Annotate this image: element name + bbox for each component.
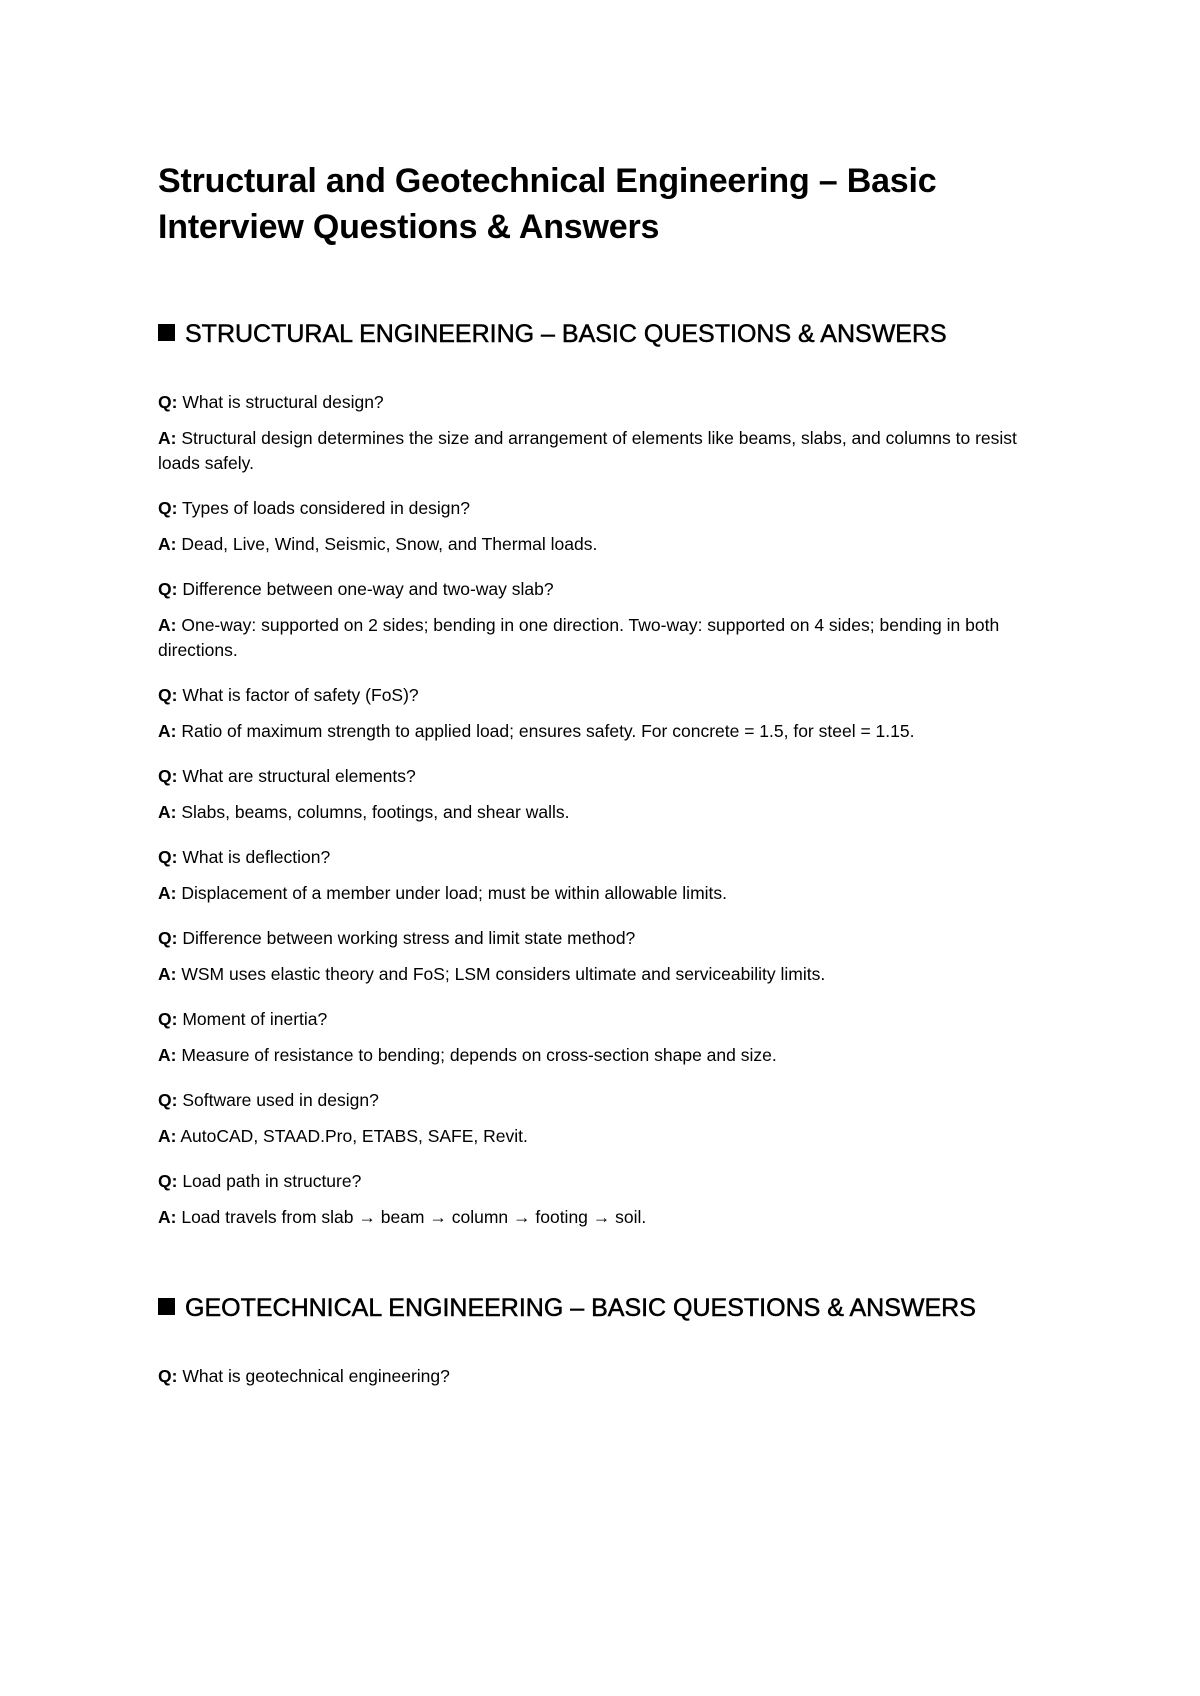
question-prefix: Q: [158,579,178,599]
question-line [158,683,1040,708]
answer-prefix: A: [158,615,177,635]
answer-prefix: A: [158,1045,177,1065]
answer-prefix: A: [158,1207,177,1227]
section-gap [158,1250,1040,1290]
question-line [158,390,1040,415]
question-line [158,496,1040,521]
answer-text: WSM uses elastic theory and FoS; LSM considers ultimate and serviceability limits. [181,964,826,984]
qa-item [158,496,1040,557]
question-line [158,577,1040,602]
question-text: Types of loads considered in design? [182,498,470,518]
answer-prefix: A: [158,1126,177,1146]
question-text: What are structural elements? [182,766,416,786]
qa-item [158,764,1040,825]
question-prefix: Q: [158,1090,178,1110]
answer-text: One-way: supported on 2 sides; bending in one direction. Two-way: supported on 4 sides; bending in both directions. [158,615,1000,660]
answer-line [158,1043,1040,1068]
qa-list [158,1364,1040,1389]
qa-item [158,683,1040,744]
answer-prefix: A: [158,964,177,984]
question-prefix: Q: [158,847,178,867]
answer-prefix: A: [158,534,177,554]
answer-prefix: A: [158,428,177,448]
answer-line [158,719,1040,744]
question-line [158,926,1040,951]
qa-item [158,926,1040,987]
answer-text: Dead, Live, Wind, Seismic, Snow, and Thermal loads. [181,534,598,554]
question-prefix: Q: [158,928,178,948]
answer-line [158,613,1040,663]
qa-item [158,1088,1040,1149]
question-prefix: Q: [158,498,178,518]
answer-line [158,426,1040,476]
answer-text: AutoCAD, STAAD.Pro, ETABS, SAFE, Revit. [180,1126,528,1146]
question-line [158,1364,1040,1389]
answer-text: Measure of resistance to bending; depends on cross-section shape and size. [181,1045,777,1065]
answer-line [158,1205,1040,1230]
black-square-icon [158,324,175,341]
question-text: Moment of inertia? [182,1009,328,1029]
question-text: What is factor of safety (FoS)? [182,685,419,705]
question-prefix: Q: [158,392,178,412]
answer-line [158,1124,1040,1149]
answer-prefix: A: [158,721,177,741]
qa-item [158,1007,1040,1068]
question-prefix: Q: [158,685,178,705]
answer-line [158,800,1040,825]
question-text: Difference between one-way and two-way slab? [182,579,554,599]
qa-item [158,1169,1040,1230]
answer-text: Displacement of a member under load; must be within allowable limits. [181,883,728,903]
question-line [158,845,1040,870]
section-heading [158,1290,1040,1326]
qa-item [158,845,1040,906]
answer-text: Ratio of maximum strength to applied load; ensures safety. For concrete = 1.5, for steel = 1.15. [181,721,915,741]
answer-text: Structural design determines the size and arrangement of elements like beams, slabs, and columns to resist loads safely. [158,428,1017,473]
answer-prefix: A: [158,802,177,822]
answer-line [158,962,1040,987]
question-prefix: Q: [158,1366,178,1386]
question-text: What is structural design? [182,392,384,412]
sections-container [158,316,1040,1389]
question-line [158,764,1040,789]
answer-line [158,881,1040,906]
question-line [158,1007,1040,1032]
question-prefix: Q: [158,766,178,786]
answer-prefix: A: [158,883,177,903]
question-text: Difference between working stress and limit state method? [182,928,636,948]
qa-list [158,390,1040,1230]
qa-item [158,390,1040,476]
question-prefix: Q: [158,1009,178,1029]
question-text: Software used in design? [182,1090,379,1110]
section-heading-text: STRUCTURAL ENGINEERING – BASIC QUESTIONS & ANSWERS [185,320,947,348]
answer-text: Load travels from slab → beam → column → footing → soil. [181,1207,647,1227]
qa-item [158,577,1040,663]
question-text: What is geotechnical engineering? [182,1366,450,1386]
qa-item [158,1364,1040,1389]
document-title: Structural and Geotechnical Engineering – Basic Interview Questions & Answers [158,162,937,246]
question-line [158,1169,1040,1194]
question-text: What is deflection? [182,847,331,867]
question-prefix: Q: [158,1171,178,1191]
section-heading [158,316,1040,352]
section-heading-text: GEOTECHNICAL ENGINEERING – BASIC QUESTIONS & ANSWERS [185,1294,976,1322]
answer-text: Slabs, beams, columns, footings, and shear walls. [181,802,570,822]
question-text: Load path in structure? [182,1171,362,1191]
question-line [158,1088,1040,1113]
answer-line [158,532,1040,557]
black-square-icon [158,1298,175,1315]
